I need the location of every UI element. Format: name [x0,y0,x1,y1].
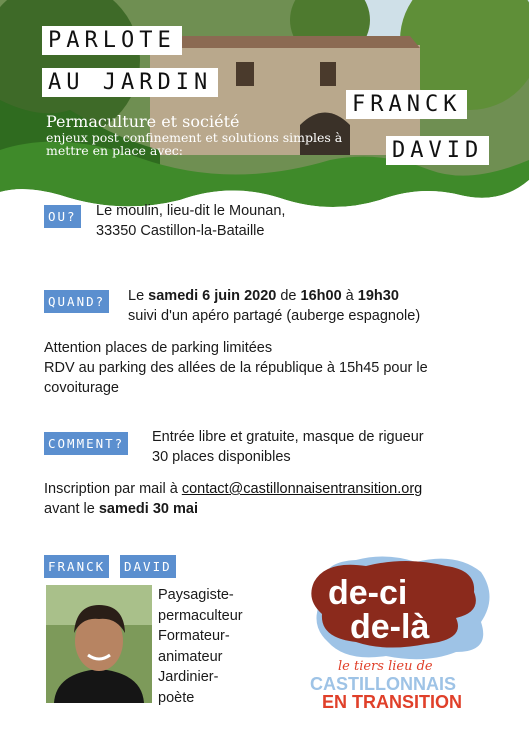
how-tag: COMMENT? [44,432,128,455]
speaker-first-name: FRANCK [346,90,467,119]
logo-line-1: de-ci [328,574,408,612]
where-tag: OU? [44,205,81,228]
when-to: à [341,288,358,304]
bio-tag-last: DAVID [120,555,176,578]
title-line-1: PARLOTE [42,26,182,55]
title-line-2: AU JARDIN [42,68,218,97]
bio-line: Jardinier- [158,669,219,685]
registration-line-1 [44,479,422,499]
parking-line-3: covoiturage [44,380,119,396]
logo-tagline: le tiers lieu de [338,659,433,674]
logo-org-1: CASTILLONNAIS [310,674,456,694]
bio-tag-first: FRANCK [44,555,109,578]
when-prefix: Le [128,288,149,304]
org-logo [306,552,496,712]
when-line-1 [128,286,399,306]
when-mid: de [276,288,301,304]
registration-line-2 [44,499,198,519]
bio-line: Paysagiste- [158,587,234,603]
bio-line: animateur [158,648,223,665]
bio-line: permaculteur [158,607,243,624]
deadline-prefix: avant le [44,501,99,517]
speaker-last-name: DAVID [386,136,489,165]
where-line-1: Le moulin, lieu-dit le Mounan, [96,203,286,219]
subtitle: Permaculture et société [46,112,240,131]
speaker-photo [46,585,152,703]
when-tag: QUAND? [44,290,109,313]
parking-line-2: RDV au parking des allées de la république à 15h45 pour le [44,360,428,376]
where-line-2: 33350 Castillon-la-Bataille [96,223,265,239]
bio-line: poète [158,689,195,706]
bio-text [158,585,243,708]
deadline-date: samedi 30 mai [98,501,198,517]
parking-line-1: Attention places de parking limitées [44,340,273,356]
when-start: 16h00 [300,288,342,304]
logo-org-2: EN TRANSITION [322,692,463,712]
how-line-1: Entrée libre et gratuite, masque de rigueur [152,429,424,445]
logo-line-2: de-là [350,608,430,646]
when-end: 19h30 [357,288,399,304]
subtitle-detail: enjeux post confinement et solutions simples à mettre en place avec: [46,130,343,158]
email-link[interactable]: contact@castillonnaisentransition.org [181,481,423,497]
when-line-2: suivi d'un apéro partagé (auberge espagnole) [128,308,421,324]
when-date: samedi 6 juin 2020 [148,288,277,304]
registration-prefix: Inscription par mail à [44,481,182,497]
bio-line: Formateur- [158,628,230,644]
how-line-2: 30 places disponibles [152,449,291,465]
